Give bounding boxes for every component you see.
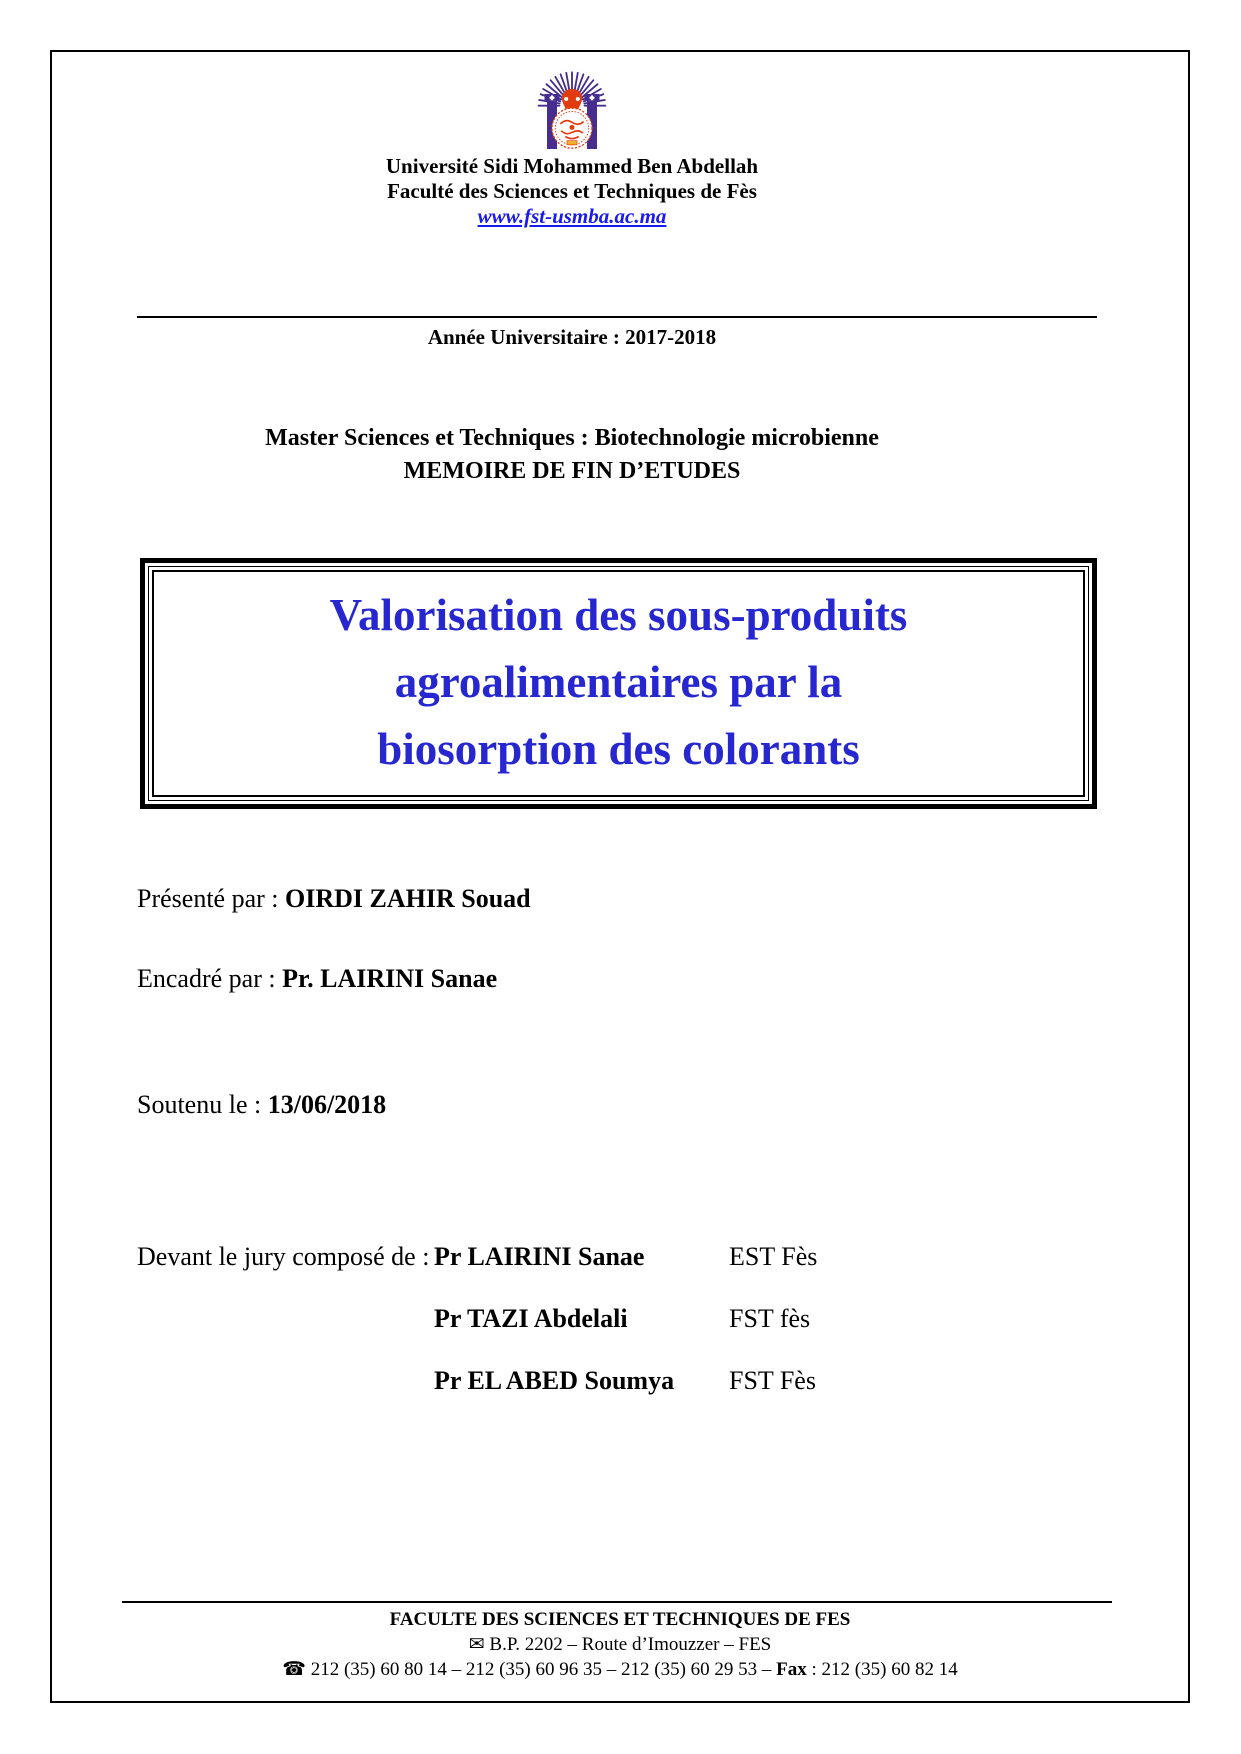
page-border-frame: [50, 50, 1190, 1703]
website-link[interactable]: www.fst-usmba.ac.ma: [477, 204, 667, 228]
university-name: Université Sidi Mohammed Ben Abdellah: [385, 154, 759, 178]
student-name: OIRDI ZAHIR Souad: [285, 884, 531, 913]
mail-icon: ✉: [468, 1634, 485, 1655]
title-line-2: agroalimentaires par la: [394, 657, 843, 707]
supervisor-name: Pr. LAIRINI Sanae: [282, 964, 498, 993]
jury-member-name: Pr EL ABED Soumya: [434, 1366, 675, 1395]
footer-fax-label: Fax: [776, 1659, 807, 1680]
university-logo: [522, 56, 622, 152]
jury-member-name: Pr LAIRINI Sanae: [434, 1242, 645, 1271]
jury-member-name: Pr TAZI Abdelali: [434, 1304, 628, 1333]
thesis-title: [154, 572, 1083, 795]
title-line-3: biosorption des colorants: [377, 724, 860, 774]
program-block: [52, 422, 1092, 488]
footer-faculty-name: FACULTE DES SCIENCES ET TECHNIQUES DE FES: [389, 1609, 851, 1630]
jury-row: [137, 1242, 1148, 1282]
header: [52, 52, 1092, 229]
top-divider-line: [137, 316, 1097, 318]
footer: [52, 1607, 1188, 1682]
master-program: Master Sciences et Techniques : Biotechnologie microbienne: [265, 425, 879, 451]
presented-by-line: [137, 884, 531, 914]
supervised-by-line: [137, 964, 497, 994]
title-line-1: Valorisation des sous-produits: [329, 590, 908, 640]
defense-date: 13/06/2018: [267, 1090, 387, 1119]
jury-row: [137, 1366, 1148, 1406]
footer-fax-number: : 212 (35) 60 82 14: [806, 1659, 958, 1680]
phone-icon: ☎: [282, 1659, 306, 1680]
faculty-name: Faculté des Sciences et Techniques de Fès: [387, 179, 757, 203]
jury-member-affiliation: FST fès: [729, 1304, 811, 1333]
supervised-by-label: Encadré par :: [137, 964, 283, 993]
jury-row: [137, 1304, 1148, 1344]
jury-label: Devant le jury composé de :: [137, 1242, 430, 1271]
defense-date-label: Soutenu le :: [137, 1090, 268, 1119]
footer-phones: 212 (35) 60 80 14 – 212 (35) 60 96 35 – 212 (35) 60 29 53 –: [305, 1659, 777, 1680]
footer-phone-line: [52, 1657, 1188, 1682]
website-line: [52, 204, 1092, 229]
footer-address: B.P. 2202 – Route d’Imouzzer – FES: [484, 1634, 772, 1655]
university-emblem-icon: [522, 56, 622, 152]
footer-address-line: [52, 1632, 1188, 1657]
footer-divider-line: [122, 1601, 1112, 1603]
presented-by-label: Présenté par :: [137, 884, 286, 913]
jury-member-affiliation: FST Fès: [729, 1366, 816, 1395]
thesis-title-box: [140, 558, 1097, 809]
memoire-label: MEMOIRE DE FIN D’ETUDES: [403, 458, 741, 484]
defense-date-line: [137, 1090, 386, 1120]
academic-year: Année Universitaire : 2017-2018: [427, 325, 717, 349]
jury-member-affiliation: EST Fès: [729, 1242, 818, 1271]
